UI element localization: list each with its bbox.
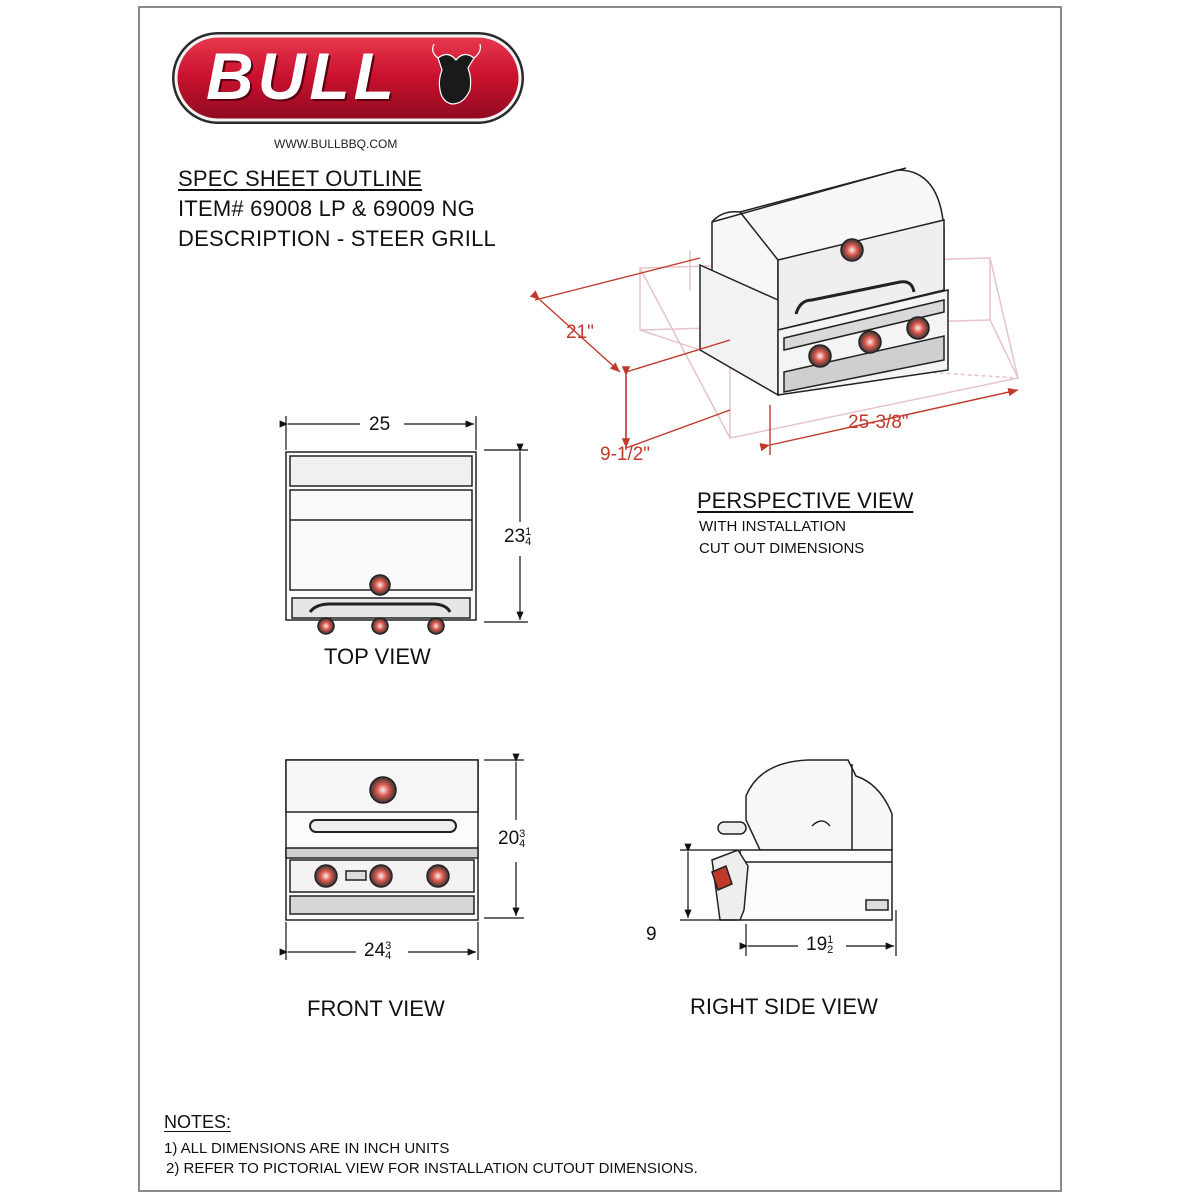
front-view-title: FRONT VIEW bbox=[307, 996, 445, 1021]
side-dim-depth-whole: 19 bbox=[806, 934, 828, 955]
top-dim-depth bbox=[504, 526, 531, 548]
front-dim-width-den: 4 bbox=[385, 949, 392, 962]
top-dim-width: 25 bbox=[369, 414, 391, 435]
perspective-sub-2: CUT OUT DIMENSIONS bbox=[699, 540, 865, 557]
perspective-sub-1: WITH INSTALLATION bbox=[699, 518, 846, 535]
side-dim-depth bbox=[806, 934, 833, 956]
front-dim-height-den: 4 bbox=[519, 837, 526, 850]
front-view-drawing bbox=[286, 760, 478, 920]
front-dim-width-whole: 24 bbox=[364, 940, 386, 961]
note-1: 1) ALL DIMENSIONS ARE IN INCH UNITS bbox=[164, 1140, 450, 1157]
side-dim-height: 9 bbox=[646, 924, 657, 945]
front-dim-height-num: 3 bbox=[519, 827, 526, 840]
top-dim-depth-den: 4 bbox=[525, 535, 532, 548]
front-dim-width bbox=[364, 940, 391, 962]
spec-title: SPEC SHEET OUTLINE bbox=[178, 166, 423, 191]
website-link[interactable]: WWW.BULLBBQ.COM bbox=[274, 137, 398, 151]
perspective-dim-height: 9-1/2" bbox=[600, 444, 651, 465]
notes-title: NOTES: bbox=[164, 1112, 232, 1132]
side-dim-depth-num: 1 bbox=[827, 933, 834, 946]
side-view-title: RIGHT SIDE VIEW bbox=[690, 994, 878, 1019]
top-dim-depth-whole: 23 bbox=[504, 526, 526, 547]
perspective-dim-width: 25-3/8" bbox=[848, 412, 909, 433]
perspective-view-title: PERSPECTIVE VIEW bbox=[697, 488, 914, 513]
item-number: ITEM# 69008 LP & 69009 NG bbox=[178, 196, 475, 221]
note-2: 2) REFER TO PICTORIAL VIEW FOR INSTALLATION CUTOUT DIMENSIONS. bbox=[166, 1160, 698, 1177]
top-view-title: TOP VIEW bbox=[324, 644, 431, 669]
perspective-view-drawing bbox=[535, 168, 1018, 455]
front-dim-width-num: 3 bbox=[385, 939, 392, 952]
perspective-dim-depth: 21" bbox=[566, 322, 594, 343]
logo-text: BULL bbox=[206, 39, 398, 113]
side-dim-depth-den: 2 bbox=[827, 943, 834, 956]
top-view-drawing bbox=[286, 452, 476, 634]
side-view-drawing bbox=[712, 760, 892, 920]
front-dim-height bbox=[498, 828, 525, 850]
description: DESCRIPTION - STEER GRILL bbox=[178, 226, 496, 251]
top-dim-depth-num: 1 bbox=[525, 525, 532, 538]
front-dim-height-whole: 20 bbox=[498, 828, 520, 849]
